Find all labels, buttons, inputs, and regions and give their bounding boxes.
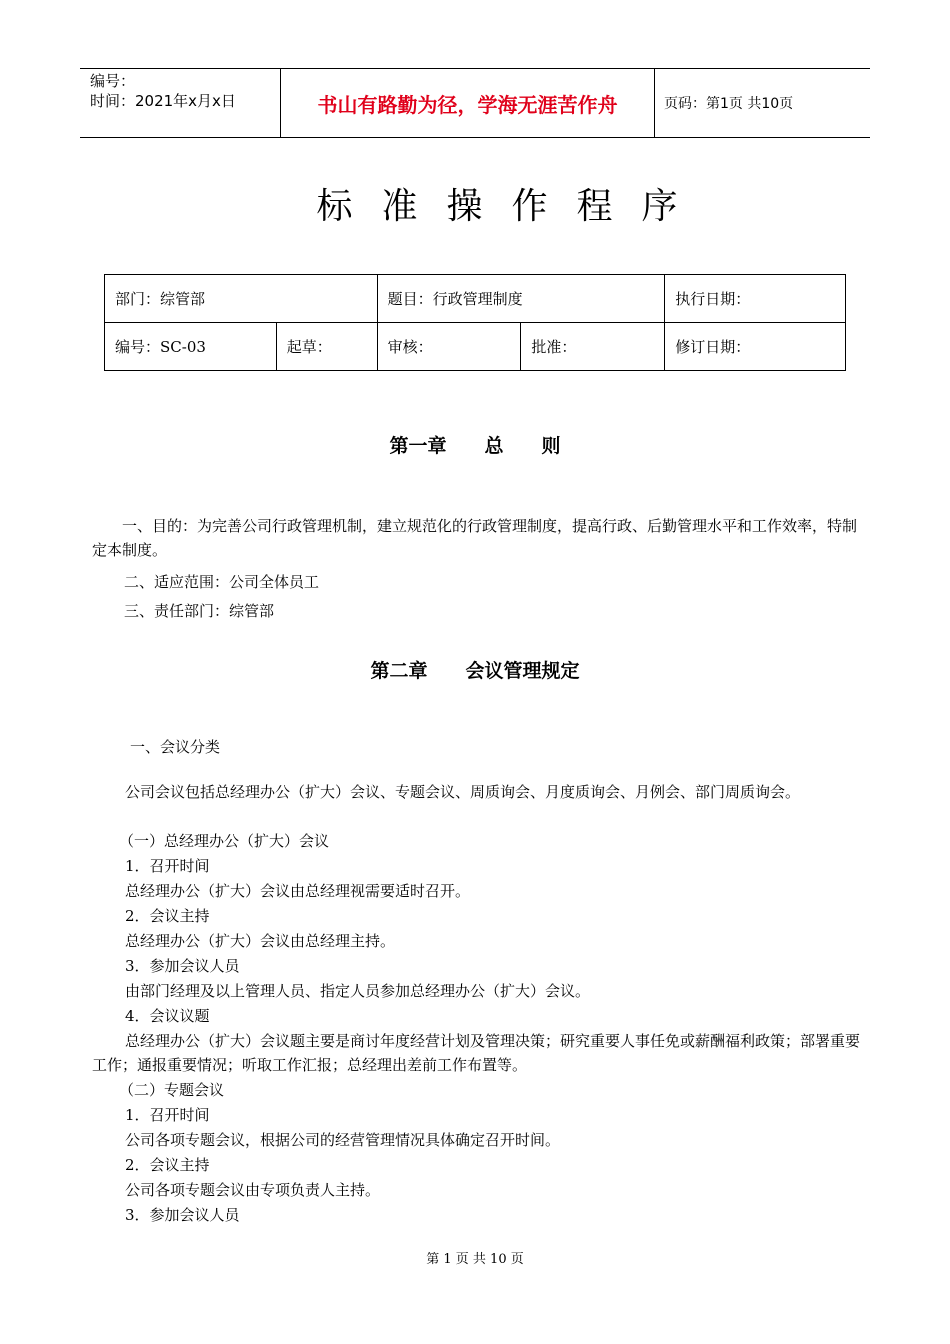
page-footer: 第 1 页 共 10 页	[426, 1252, 524, 1267]
ch1-dept: 三、责任部门：综管部	[124, 602, 275, 620]
item-heading: 3．参加会议人员	[125, 1206, 240, 1224]
ch1-scope: 二、适应范围：公司全体员工	[124, 573, 320, 591]
page-header	[80, 68, 870, 138]
item-text: 总经理办公（扩大）会议题主要是商讨年度经营计划及管理决策；研究重要人事任免或薪酬福利政策；部署重要工作；通报重要情况；听取工作汇报；总经理出差前工作布置等。	[92, 1032, 861, 1074]
time-label: 时间：2021年x月x日	[90, 92, 236, 110]
dept-cell: 部门：综管部	[105, 275, 378, 323]
code-cell: 编号：SC-03	[105, 323, 277, 371]
ch2-sub-2: （二）专题会议	[119, 1081, 225, 1099]
ch1-purpose: 一、目的：为完善公司行政管理机制，建立规范化的行政管理制度，提高行政、后勤管理水平和工作效率，特制定本制度。	[92, 517, 858, 559]
number-label: 编号：	[90, 72, 136, 90]
item-heading: 1．召开时间	[125, 857, 210, 875]
motto: 书山有路勤为径，学海无涯苦作舟	[280, 69, 655, 137]
item-text: 总经理办公（扩大）会议由总经理主持。	[125, 932, 396, 950]
item-text: 公司各项专题会议由专项负责人主持。	[125, 1181, 381, 1199]
ch2-sub-1: （一）总经理办公（扩大）会议	[119, 832, 330, 850]
document-title: 标准操作程序	[316, 186, 707, 227]
subject-cell: 题目：行政管理制度	[377, 275, 665, 323]
ch2-intro: 公司会议包括总经理办公（扩大）会议、专题会议、周质询会、月度质询会、月例会、部门周质询会。	[125, 783, 801, 801]
draft-cell: 起草：	[276, 323, 377, 371]
chapter-2-title: 第二章 会议管理规定	[370, 660, 580, 682]
page-info: 页码：第1页 共10页	[664, 96, 794, 112]
item-text: 公司各项专题会议，根据公司的经营管理情况具体确定召开时间。	[125, 1131, 561, 1149]
item-text: 总经理办公（扩大）会议由总经理视需要适时召开。	[125, 882, 471, 900]
item-heading: 2．会议主持	[125, 1156, 210, 1174]
item-heading: 4．会议议题	[125, 1007, 210, 1025]
chapter-1-title: 第一章 总 则	[389, 435, 561, 457]
revise-date-cell: 修订日期：	[665, 323, 846, 371]
review-cell: 审核：	[377, 323, 521, 371]
item-heading: 2．会议主持	[125, 907, 210, 925]
approve-cell: 批准：	[521, 323, 665, 371]
header-left	[80, 69, 280, 137]
item-heading: 1．召开时间	[125, 1106, 210, 1124]
exec-date-cell: 执行日期：	[665, 275, 846, 323]
item-text: 由部门经理及以上管理人员、指定人员参加总经理办公（扩大）会议。	[125, 982, 591, 1000]
ch2-section-1: 一、会议分类	[130, 738, 221, 756]
info-table	[104, 274, 846, 371]
item-heading: 3．参加会议人员	[125, 957, 240, 975]
